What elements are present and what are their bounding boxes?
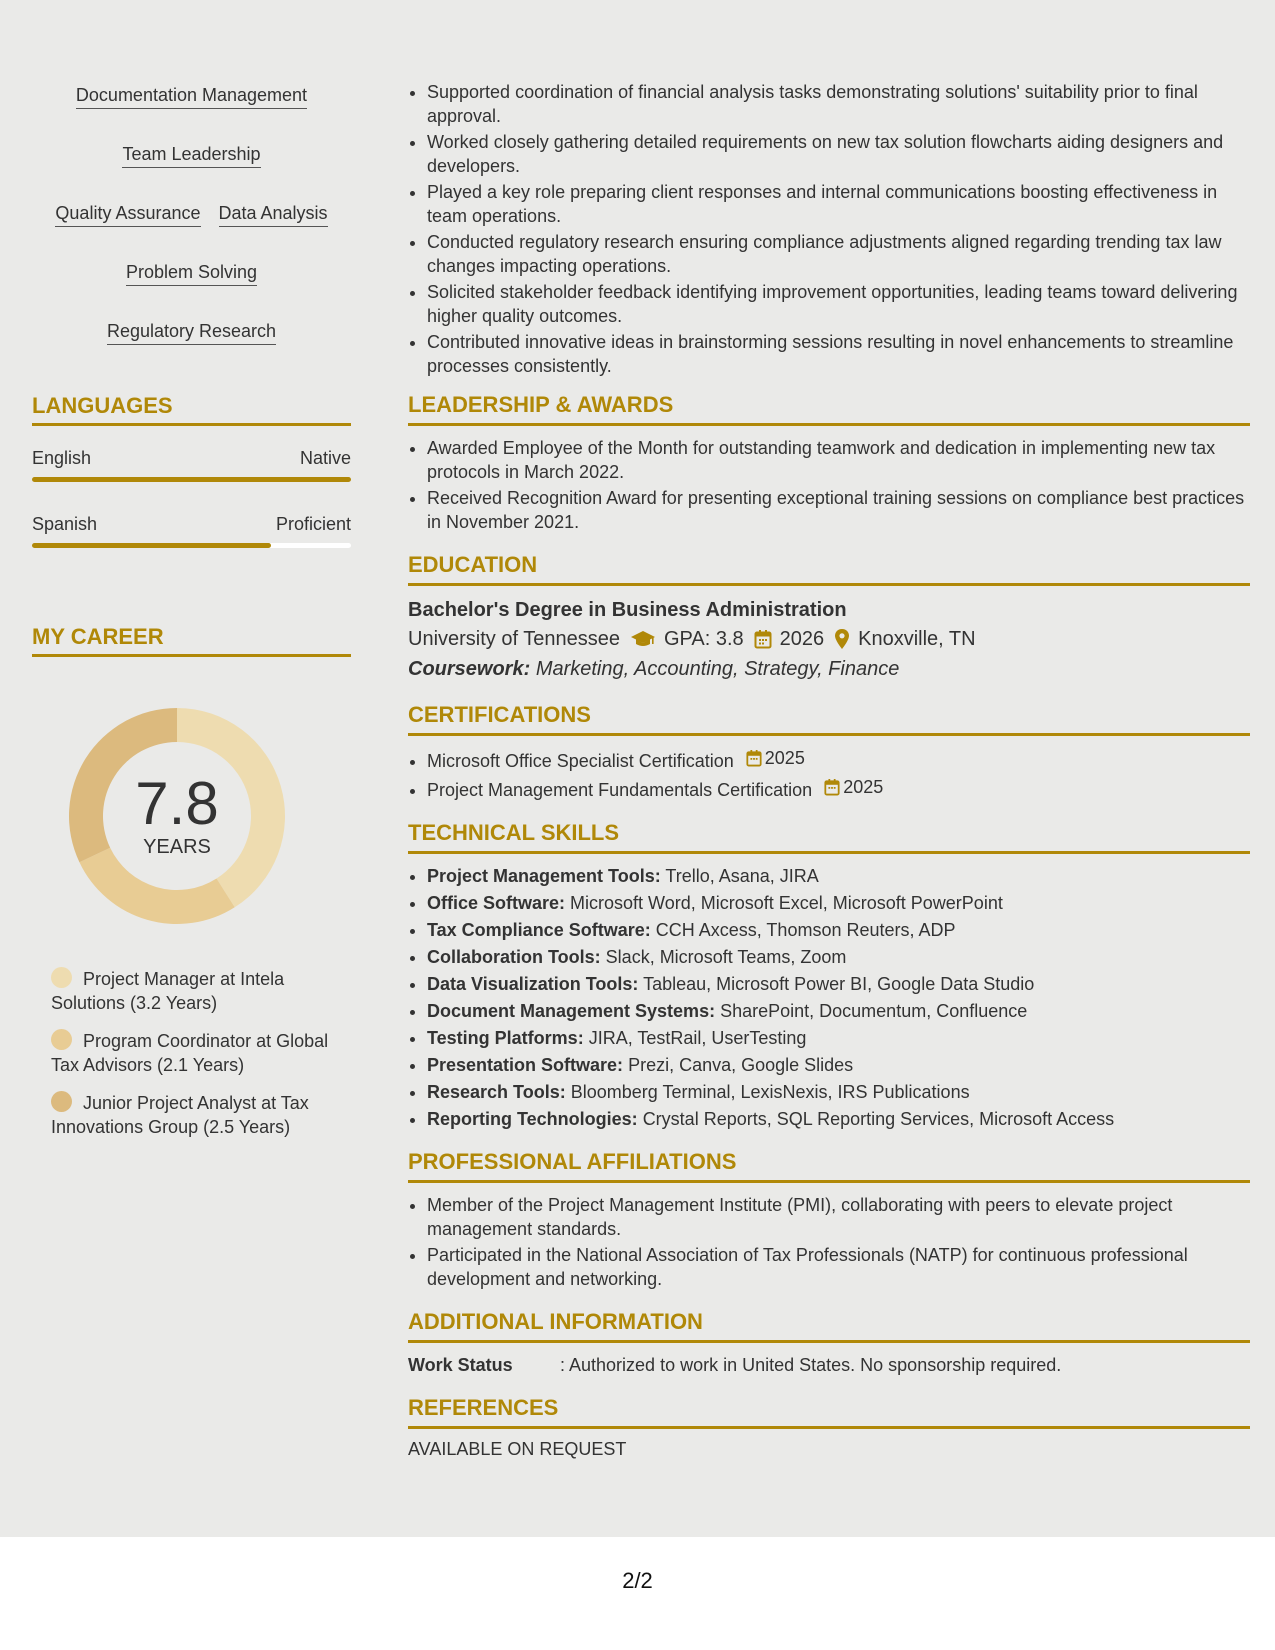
skills-list [32, 84, 351, 345]
left-column [32, 84, 351, 1153]
coursework: Coursework: Marketing, Accounting, Strategy, Finance [408, 658, 900, 680]
career-donut-chart [62, 701, 292, 931]
language-item [32, 514, 351, 548]
graduation-cap-icon [630, 629, 656, 649]
language-level: Proficient [275, 514, 351, 534]
career-heading: MY CAREER [32, 624, 351, 657]
award-item: • Awarded Employee of the Month for outstanding teamwork and dedication in implementing new tax protocols in March 2022. [427, 436, 1250, 484]
work-status-value: : Authorized to work in United States. No sponsorship required. [560, 1355, 1062, 1375]
technical-skill-item: • Project Management Tools: Trello, Asana, JIRA [427, 864, 1250, 888]
career-legend-item: Junior Project Analyst at Tax Innovations Group (2.5 Years) [51, 1093, 309, 1137]
certification-item: • Project Management Fundamentals Certification 2025 [427, 775, 1250, 802]
languages-heading: LANGUAGES [32, 393, 351, 426]
experience-bullet: • Supported coordination of financial analysis tasks demonstrating solutions' suitability prior to final approval. [427, 80, 1250, 128]
skill-tag: Documentation Management [76, 84, 307, 109]
experience-bullet: • Played a key role preparing client responses and internal communications boosting effectiveness in team operations. [427, 180, 1250, 228]
work-status-row [408, 1353, 1250, 1377]
language-bar [32, 477, 351, 482]
award-item: • Received Recognition Award for presenting exceptional training sessions on compliance best practices in November 2021. [427, 486, 1250, 534]
technical-skill-item: • Reporting Technologies: Crystal Reports, SQL Reporting Services, Microsoft Access [427, 1107, 1250, 1131]
certification-item: • Microsoft Office Specialist Certification 2025 [427, 746, 1250, 773]
legend-dot [51, 1091, 72, 1112]
affiliations-list [408, 1193, 1250, 1291]
technical-skill-item: • Research Tools: Bloomberg Terminal, LexisNexis, IRS Publications [427, 1080, 1250, 1104]
references-text: AVAILABLE ON REQUEST [408, 1439, 627, 1459]
school-location: Knoxville, TN [858, 628, 976, 650]
skill-tag: Problem Solving [126, 261, 257, 286]
experience-bullet: • Conducted regulatory research ensuring compliance adjustments aligned regarding trending tax law changes impacting operations. [427, 230, 1250, 278]
technical-skills-list [408, 864, 1250, 1131]
career-legend-item: Program Coordinator at Global Tax Advisors (2.1 Years) [51, 1031, 329, 1075]
language-name: Spanish [32, 514, 98, 534]
calendar-icon [824, 778, 840, 796]
career-unit: YEARS [143, 835, 211, 858]
degree-title: Bachelor's Degree in Business Administration [408, 599, 847, 621]
education-details [408, 624, 1250, 654]
technical-skill-item: • Document Management Systems: SharePoint, Documentum, Confluence [427, 999, 1250, 1023]
technical-skill-item: • Office Software: Microsoft Word, Microsoft Excel, Microsoft PowerPoint [427, 891, 1250, 915]
graduation-year: 2026 [779, 628, 825, 650]
language-item [32, 448, 351, 482]
career-legend [51, 967, 341, 1139]
experience-bullet: • Solicited stakeholder feedback identifying improvement opportunities, leading teams toward delivering higher quality outcomes. [427, 280, 1250, 328]
page-number: 2/2 [622, 1568, 653, 1593]
skill-tag: Regulatory Research [107, 320, 276, 345]
gpa: GPA: 3.8 [663, 628, 744, 650]
experience-bullet: • Contributed innovative ideas in brainstorming sessions resulting in novel enhancements to streamline processes consistently. [427, 330, 1250, 378]
affiliations-heading: PROFESSIONAL AFFILIATIONS [408, 1149, 1250, 1183]
technical-skill-item: • Presentation Software: Prezi, Canva, Google Slides [427, 1053, 1250, 1077]
legend-dot [51, 967, 72, 988]
education-heading: EDUCATION [408, 552, 1250, 586]
references-heading: REFERENCES [408, 1395, 1250, 1429]
experience-bullet: • Worked closely gathering detailed requirements on new tax solution flowcharts aiding designers and developers. [427, 130, 1250, 178]
skill-tag: Quality Assurance [55, 202, 200, 227]
affiliation-item: • Member of the Project Management Institute (PMI), collaborating with peers to elevate project management standards. [427, 1193, 1250, 1241]
skill-tag: Team Leadership [122, 143, 260, 168]
language-bar-fill [32, 477, 351, 482]
career-legend-item: Project Manager at Intela Solutions (3.2 Years) [51, 969, 285, 1013]
language-name: English [32, 448, 92, 468]
skill-tag: Data Analysis [219, 202, 328, 227]
legend-dot [51, 1029, 72, 1050]
language-bar-fill [32, 543, 271, 548]
technical-skill-item: • Data Visualization Tools: Tableau, Microsoft Power BI, Google Data Studio [427, 972, 1250, 996]
additional-info-heading: ADDITIONAL INFORMATION [408, 1309, 1250, 1343]
experience-bullets [408, 80, 1250, 378]
calendar-icon [754, 629, 772, 649]
work-status-label: Work Status [408, 1355, 513, 1375]
certifications-heading: CERTIFICATIONS [408, 702, 1250, 736]
career-total-years: 7.8 [135, 769, 219, 837]
awards-heading: LEADERSHIP & AWARDS [408, 392, 1250, 426]
language-level: Native [299, 448, 351, 468]
affiliation-item: • Participated in the National Association of Tax Professionals (NATP) for continuous professional development and networking. [427, 1243, 1250, 1291]
technical-skill-item: • Collaboration Tools: Slack, Microsoft Teams, Zoom [427, 945, 1250, 969]
certifications-list [408, 746, 1250, 802]
awards-list [408, 436, 1250, 534]
technical-skill-item: • Testing Platforms: JIRA, TestRail, UserTesting [427, 1026, 1250, 1050]
technical-skill-item: • Tax Compliance Software: CCH Axcess, Thomson Reuters, ADP [427, 918, 1250, 942]
language-bar [32, 543, 351, 548]
calendar-icon [746, 749, 762, 767]
location-pin-icon [834, 628, 850, 650]
right-column [408, 80, 1250, 1460]
technical-skills-heading: TECHNICAL SKILLS [408, 820, 1250, 854]
school-name: University of Tennessee [408, 628, 620, 650]
